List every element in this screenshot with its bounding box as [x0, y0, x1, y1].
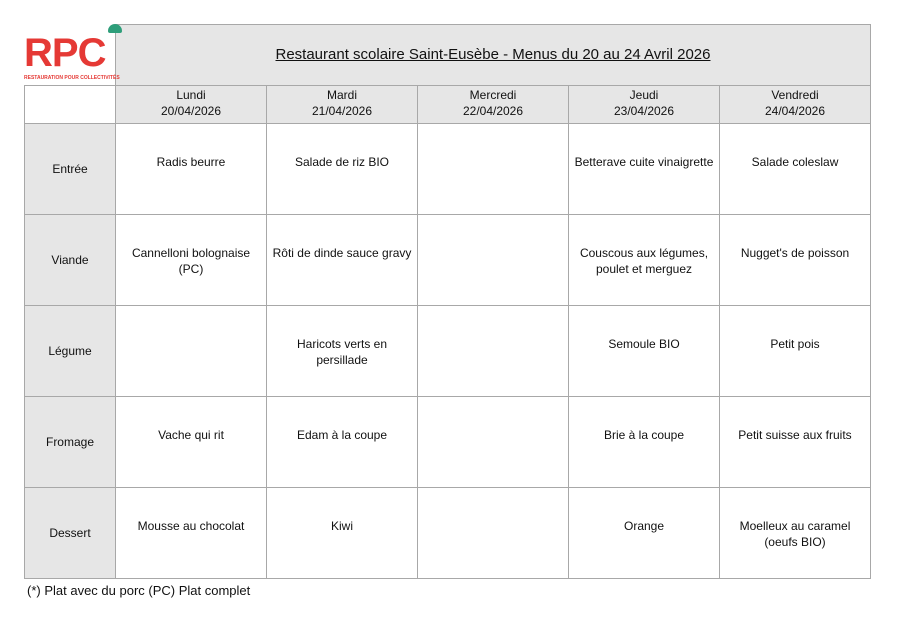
menu-row: [25, 215, 871, 306]
course-label: Entrée: [25, 124, 116, 215]
menu-cell: Edam à la coupe: [267, 397, 418, 488]
menu-row: [25, 397, 871, 488]
menu-cell: [116, 306, 267, 397]
day-name: Vendredi: [771, 88, 819, 102]
menu-row: [25, 124, 871, 215]
menu-cell: Mousse au chocolat: [116, 488, 267, 579]
rpc-logo: [24, 24, 120, 84]
menu-cell: Salade coleslaw: [720, 124, 871, 215]
chef-hat-icon: [108, 24, 122, 33]
menu-row: [25, 488, 871, 579]
day-date: 22/04/2026: [462, 104, 524, 118]
menu-row: [25, 306, 871, 397]
day-header-mardi: [267, 86, 418, 124]
page-title: [116, 25, 871, 86]
logo-subtitle: RESTAURATION POUR COLLECTIVITÉS: [24, 75, 120, 81]
menu-cell: [418, 215, 569, 306]
menu-cell: Petit suisse aux fruits: [720, 397, 871, 488]
menu-cell: Cannelloni bolognaise (PC): [116, 215, 267, 306]
header-corner: [25, 86, 116, 124]
title-text: Restaurant scolaire Saint-Eusèbe - Menus du 20 au 24 Avril 2026: [275, 46, 711, 63]
menu-cell: Couscous aux légumes, poulet et merguez: [569, 215, 720, 306]
menu-cell: Petit pois: [720, 306, 871, 397]
menu-cell: [418, 306, 569, 397]
menu-table: [24, 24, 871, 579]
menu-cell: Rôti de dinde sauce gravy: [267, 215, 418, 306]
day-date: 21/04/2026: [311, 104, 373, 118]
menu-cell: [418, 124, 569, 215]
day-name: Mercredi: [469, 88, 517, 102]
day-header-mercredi: [418, 86, 569, 124]
menu-cell: Semoule BIO: [569, 306, 720, 397]
menu-cell: Orange: [569, 488, 720, 579]
day-date: 24/04/2026: [764, 104, 826, 118]
menu-cell: Radis beurre: [116, 124, 267, 215]
menu-cell: Haricots verts en persillade: [267, 306, 418, 397]
menu-cell: Moelleux au caramel (oeufs BIO): [720, 488, 871, 579]
menu-cell: Nugget's de poisson: [720, 215, 871, 306]
course-label: Légume: [25, 306, 116, 397]
course-label: Dessert: [25, 488, 116, 579]
menu-cell: Brie à la coupe: [569, 397, 720, 488]
day-name: Lundi: [176, 88, 206, 102]
menu-cell: Salade de riz BIO: [267, 124, 418, 215]
logo-text: RPC: [24, 31, 106, 75]
footnote: (*) Plat avec du porc (PC) Plat complet: [27, 583, 251, 598]
day-date: 20/04/2026: [160, 104, 222, 118]
menu-cell: Betterave cuite vinaigrette: [569, 124, 720, 215]
day-date: 23/04/2026: [613, 104, 675, 118]
menu-cell: Vache qui rit: [116, 397, 267, 488]
day-header-vendredi: [720, 86, 871, 124]
course-label: Viande: [25, 215, 116, 306]
menu-cell: Kiwi: [267, 488, 418, 579]
menu-cell: [418, 488, 569, 579]
day-name: Jeudi: [629, 88, 659, 102]
day-header-lundi: [116, 86, 267, 124]
day-header-jeudi: [569, 86, 720, 124]
day-name: Mardi: [326, 88, 357, 102]
course-label: Fromage: [25, 397, 116, 488]
menu-cell: [418, 397, 569, 488]
